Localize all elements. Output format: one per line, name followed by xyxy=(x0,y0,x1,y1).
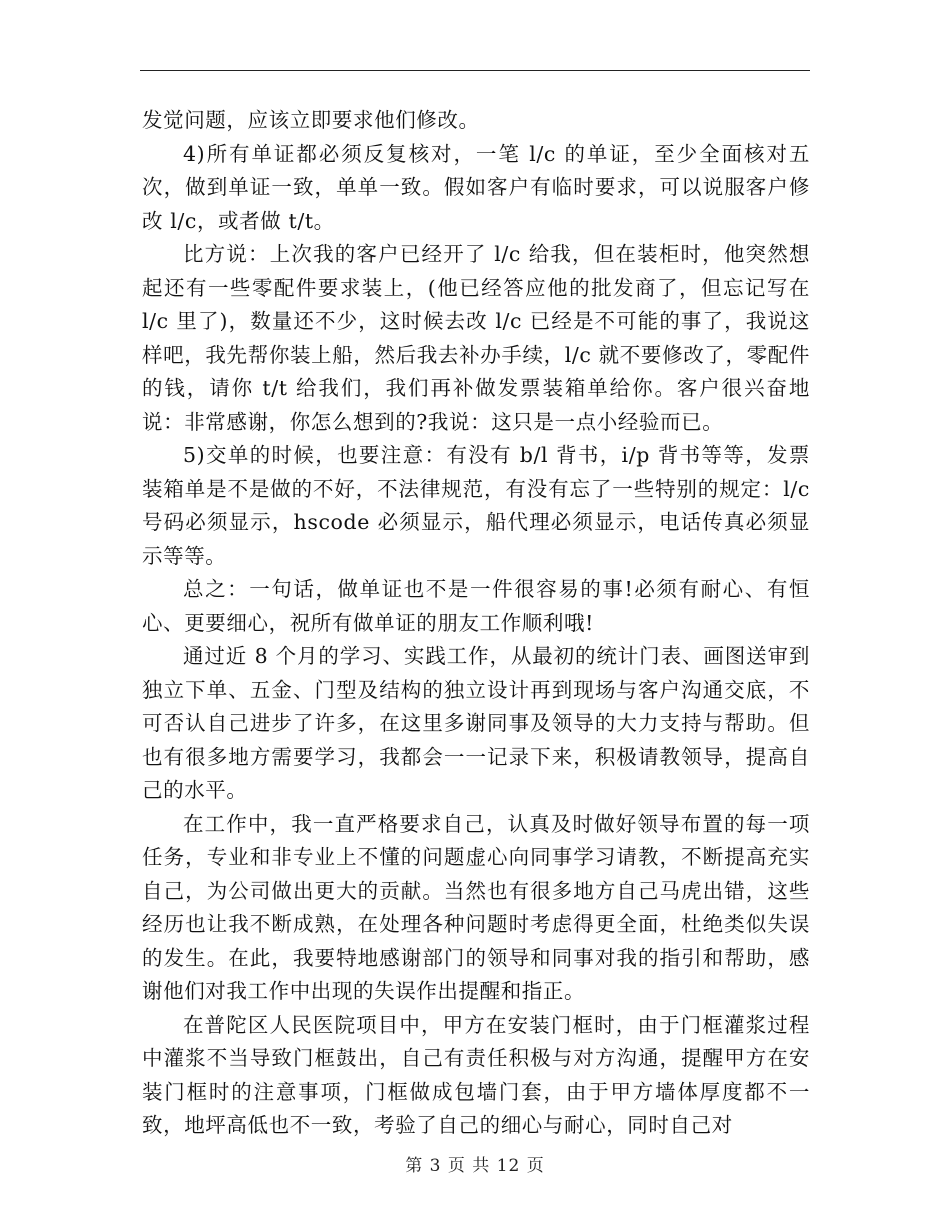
paragraph-item-4: 4)所有单证都必须反复核对，一笔 l/c 的单证，至少全面核对五次，做到单证一致，单单一致。假如客户有临时要求，可以说服客户修改 l/c，或者做 t/t。 xyxy=(142,141,810,233)
document-body xyxy=(142,104,810,1143)
paragraph-example: 比方说：上次我的客户已经开了 l/c 给我，但在装柜时，他突然想起还有一些零配件要求装上，(他已经答应他的批发商了，但忘记写在 l/c 里了)，数量还不少，这时候去改 l/c 已经是不可能的事了，我说这样吧，我先帮你装上船，然后我去补办手续，l/c 就不要修改了，零配件的钱，请你 t/t 给我们，我们再补做发票装箱单给你。客户很兴奋地说：非常感谢，你怎么想到的?我说：这只是一点小经验而已。 xyxy=(142,242,810,434)
page-number: 第 3 页 共 12 页 xyxy=(405,1156,545,1176)
header-rule xyxy=(140,70,810,71)
paragraph-summary: 总之：一句话，做单证也不是一件很容易的事!必须有耐心、有恒心、更要细心，祝所有做单证的朋友工作顺利哦! xyxy=(142,577,810,635)
page-footer xyxy=(0,1154,950,1178)
paragraph-progress: 通过近 8 个月的学习、实践工作，从最初的统计门表、画图送审到独立下单、五金、门型及结构的独立设计再到现场与客户沟通交底，不可否认自己进步了许多，在这里多谢同事及领导的大力支持与帮助。但也有很多地方需要学习，我都会一一记录下来，积极请教领导，提高自己的水平。 xyxy=(142,644,810,802)
paragraph-project: 在普陀区人民医院项目中，甲方在安装门框时，由于门框灌浆过程中灌浆不当导致门框鼓出，自己有责任积极与对方沟通，提醒甲方在安装门框时的注意事项，门框做成包墙门套，由于甲方墙体厚度都不一致，地坪高低也不一致，考验了自己的细心与耐心，同时自己对 xyxy=(142,1012,810,1137)
paragraph-continuation: 发觉问题，应该立即要求他们修改。 xyxy=(142,108,480,132)
paragraph-item-5: 5)交单的时候，也要注意：有没有 b/l 背书，i/p 背书等等，发票装箱单是不是做的不好，不法律规范，有没有忘了一些特别的规定：l/c 号码必须显示，hscode 必须显示，船代理必须显示，电话传真必须显示等等。 xyxy=(142,443,810,568)
paragraph-work-attitude: 在工作中，我一直严格要求自己，认真及时做好领导布置的每一项任务，专业和非专业上不懂的问题虚心向同事学习请教，不断提高充实自己，为公司做出更大的贡献。当然也有很多地方自己马虎出错，这些经历也让我不断成熟，在处理各种问题时考虑得更全面，杜绝类似失误的发生。在此，我要特地感谢部门的领导和同事对我的指引和帮助，感谢他们对我工作中出现的失误作出提醒和指正。 xyxy=(142,811,810,1003)
